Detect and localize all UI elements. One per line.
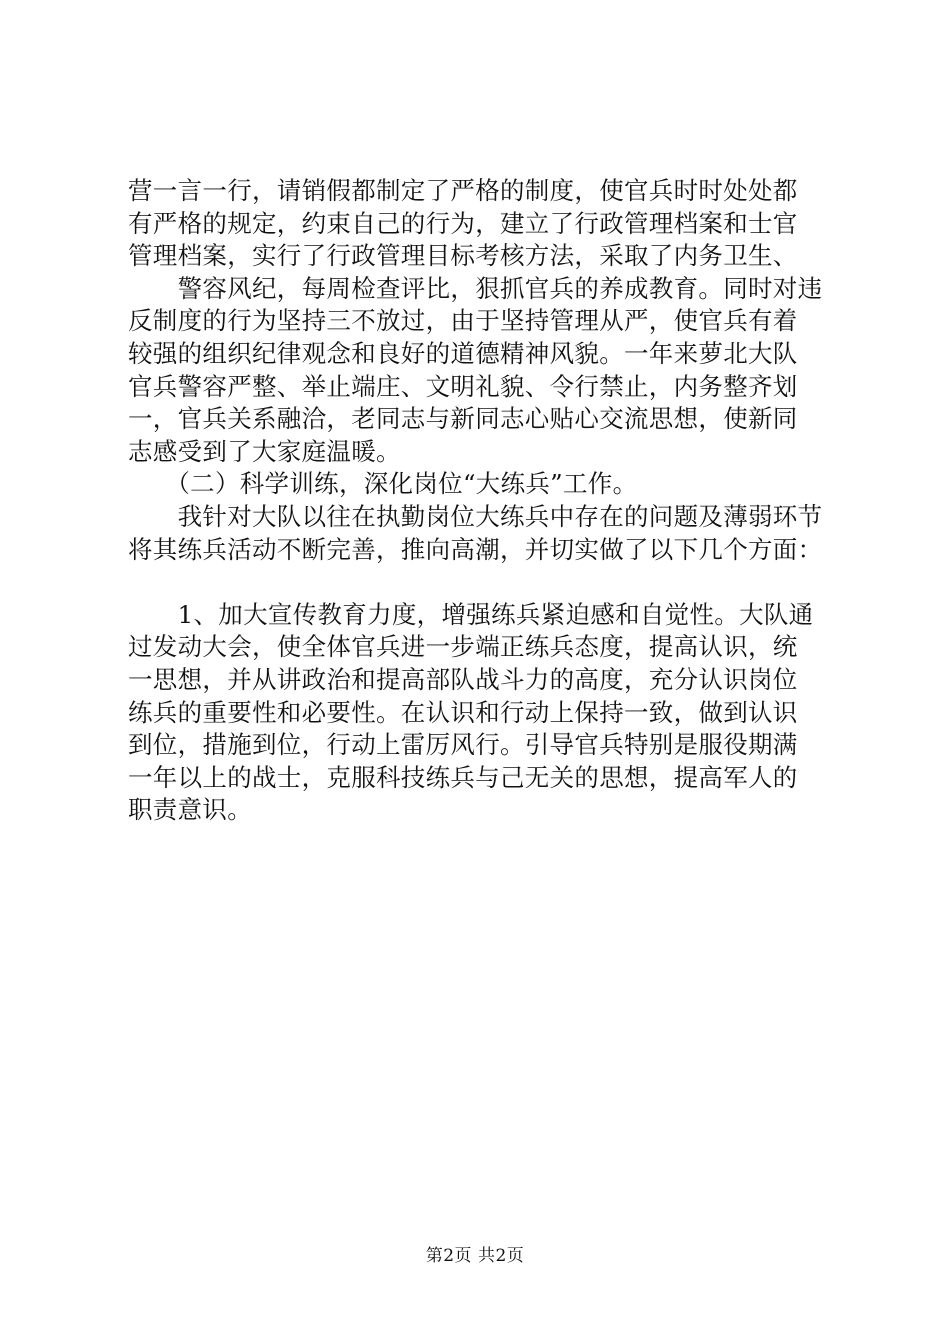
text-line: 警容风纪，每周检查评比，狠抓官兵的养成教育。同时对违 bbox=[128, 273, 823, 303]
text-line: 练兵的重要性和必要性。在认识和行动上保持一致，做到认识 bbox=[128, 697, 798, 727]
text-line: 营一言一行，请销假都制定了严格的制度，使官兵时时处处都 bbox=[128, 176, 798, 205]
text-line: 管理档案，实行了行政管理目标考核方法，采取了内务卫生、 bbox=[128, 241, 798, 271]
text-line: 将其练兵活动不断完善，推向高潮，并切实做了以下几个方面： bbox=[128, 534, 823, 564]
text-line: 到位，措施到位，行动上雷厉风行。引导官兵特别是服役期满 bbox=[128, 730, 798, 760]
text-line: 一年以上的战士，克服科技练兵与己无关的思想，提高军人的 bbox=[128, 762, 798, 792]
text-line: 官兵警容严整、举止端庄、文明礼貌、令行禁止，内务整齐划 bbox=[128, 371, 798, 401]
page-number-footer: 第2页 共2页 bbox=[425, 1246, 525, 1266]
document-body bbox=[128, 175, 848, 827]
text-line: 1、加大宣传教育力度，增强练兵紧迫感和自觉性。大队通 bbox=[128, 599, 814, 629]
text-line: 一思想，并从讲政治和提高部队战斗力的高度，充分认识岗位 bbox=[128, 664, 798, 694]
text-line: 有严格的规定，约束自己的行为，建立了行政管理档案和士官 bbox=[128, 208, 798, 238]
text-line: 过发动大会，使全体官兵进一步端正练兵态度，提高认识，统 bbox=[128, 632, 798, 662]
section-heading: （二）科学训练，深化岗位“大练兵”工作。 bbox=[128, 469, 638, 499]
text-line: 较强的组织纪律观念和良好的道德精神风貌。一年来萝北大队 bbox=[128, 338, 798, 368]
text-line: 一，官兵关系融洽，老同志与新同志心贴心交流思想，使新同 bbox=[128, 404, 798, 434]
text-line: 我针对大队以往在执勤岗位大练兵中存在的问题及薄弱环节 bbox=[128, 501, 823, 531]
text-line: 职责意识。 bbox=[128, 795, 252, 825]
blank-line bbox=[128, 566, 848, 599]
text-line: 反制度的行为坚持三不放过，由于坚持管理从严，使官兵有着 bbox=[128, 306, 798, 336]
text-line: 志感受到了大家庭温暖。 bbox=[128, 436, 401, 466]
